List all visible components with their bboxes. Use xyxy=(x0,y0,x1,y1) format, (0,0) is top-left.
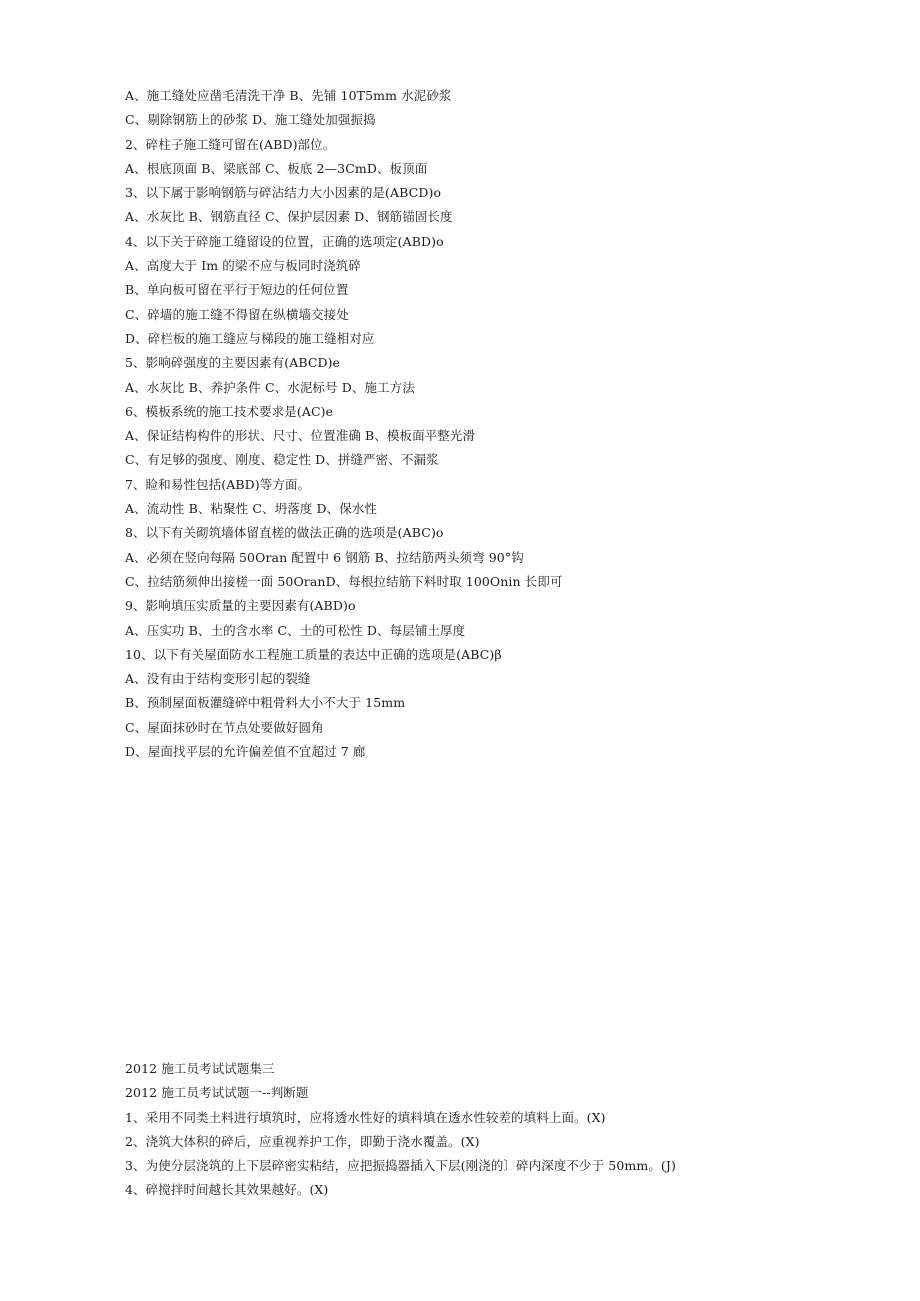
question-line: 10、以下有关屋面防水工程施工质量的表达中正确的选项是(ABC)β xyxy=(125,646,502,662)
question-line: 4、碎搅拌时间越长其效果越好。(X) xyxy=(125,1182,329,1198)
text-line: D、屋面找平层的允许偏差值不宜超过 7 廊 xyxy=(125,744,366,760)
section-subheading: 2012 施工员考试试题一--判断题 xyxy=(125,1085,309,1101)
question-line: 3、以下属于影响钢筋与碎沾结力大小因素的是(ABCD)o xyxy=(125,185,442,201)
text-line: A、施工缝处应凿毛清洗干净 B、先铺 10T5mm 水泥砂浆 xyxy=(125,88,452,103)
text-line: D、碎栏板的施工缝应与梯段的施工缝相对应 xyxy=(125,330,375,346)
text-line: C、有足够的强度、刚度、稳定性 D、拼缝严密、不漏浆 xyxy=(125,452,439,468)
question-line: 1、采用不同类土料进行填筑时，应将透水性好的填料填在透水性较差的填料上面。(X) xyxy=(125,1109,606,1125)
true-false-section xyxy=(125,1057,825,1203)
text-line: A、高度大于 Im 的梁不应与板同时浇筑碎 xyxy=(125,258,361,274)
text-line: C、剔除钢筋上的砂浆 D、施工缝处加强振捣 xyxy=(125,112,376,128)
question-line: 7、睑和易性包括(ABD)等方面。 xyxy=(125,476,311,492)
question-line: 2、碎柱子施工缝可留在(ABD)部位。 xyxy=(125,136,336,152)
text-line: A、保证结构构件的形状、尺寸、位置准确 B、模板面平整光滑 xyxy=(125,428,476,444)
question-line: 8、以下有关砌筑墙体留直槎的做法正确的选项是(ABC)o xyxy=(125,525,444,541)
text-line: C、屋面抹砂时在节点处要做好圆角 xyxy=(125,719,324,735)
text-line: A、水灰比 B、养护条件 C、水泥标号 D、施工方法 xyxy=(125,379,415,395)
section-heading: 2012 施工员考试试题集三 xyxy=(125,1061,275,1076)
text-line: A、根底顶面 B、梁底部 C、板底 2—3CmD、板顶面 xyxy=(125,160,428,176)
text-line: A、必须在竖向每隔 50Oran 配置中 6 钢筋 B、拉结筋两头须弯 90°钩 xyxy=(125,549,524,565)
question-line: 9、影响填压实质量的主要因素有(ABD)o xyxy=(125,598,356,614)
text-line: B、预制屋面板灌缝碎中粗骨料大小不大于 15mm xyxy=(125,695,406,711)
text-line: C、碎墙的施工缝不得留在纵横墙交接处 xyxy=(125,306,349,322)
text-line: C、拉结筋须伸出接槎一面 50OranD、每根拉结筋下料时取 100Onin 长即可 xyxy=(125,573,563,589)
question-line: 2、浇筑大体积的碎后，应重视养护工作，即勤于浇水覆盖。(X) xyxy=(125,1133,480,1149)
text-line: A、没有由于结构变形引起的裂缝 xyxy=(125,671,311,687)
question-line: 3、为使分层浇筑的上下层碎密实粘结，应把振捣器插入下层(刚浇的〕碎内深度不少于 50mm。(J) xyxy=(125,1158,676,1174)
text-line: A、流动性 B、粘聚性 C、坍落度 D、保水性 xyxy=(125,501,378,517)
exam-options-section xyxy=(125,84,825,764)
question-line: 6、模板系统的施工技术要求是(AC)e xyxy=(125,403,334,419)
question-line: 4、以下关于碎施工缝留设的位置，正确的选项定(ABD)o xyxy=(125,233,444,249)
question-line: 5、影响碎强度的主要因素有(ABCD)e xyxy=(125,355,341,371)
text-line: B、单向板可留在平行于短边的任何位置 xyxy=(125,282,349,298)
text-line: A、水灰比 B、钢筋直径 C、保护层因素 D、钢筋锚固长度 xyxy=(125,209,453,225)
text-line: A、压实功 B、土的含水率 C、土的可松性 D、每层铺土厚度 xyxy=(125,622,466,638)
